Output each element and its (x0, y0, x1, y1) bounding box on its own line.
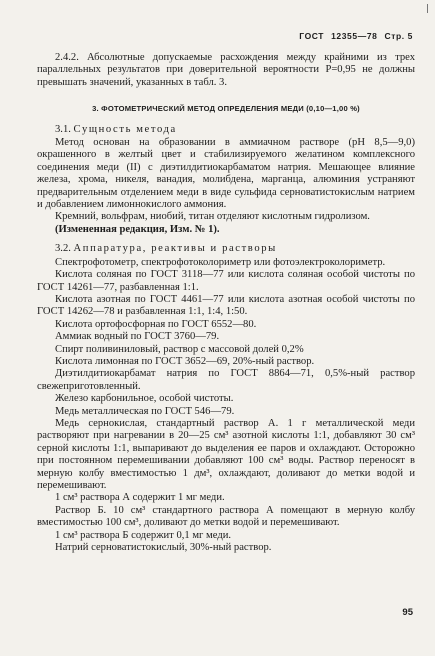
method-description: Метод основан на образовании в аммиачном растворе (pH 8,5—9,0) окрашенного в желтый цвет и стабилизируемого желатином комплексного соединения меди (II) с диэтилдитиокарбаматом натрия. Мешающее влияние железа, хрома, никеля, ванадия, молибдена, марганца, алюминия устраняют предварительным отделением меди в виде сульфида серноватистокислым натрием и добавлением лимоннокислого аммония. (37, 137, 415, 211)
header-page-label: Стр. 5 (384, 31, 413, 41)
reagent-item: Кислота азотная по ГОСТ 4461—77 или кислота азотная особой чистоты по ГОСТ 14262—78 и разбавленная 1:1, 1:4, 1:50. (37, 293, 415, 318)
reagent-item: Натрий серноватистокислый, 30%-ный раствор. (55, 542, 272, 554)
reagent-item: 1 см³ раствора Б содержит 0,1 мг меди. (55, 529, 232, 541)
document-body (37, 52, 415, 554)
reagent-item: Медь металлическая по ГОСТ 546—79. (55, 405, 235, 417)
reagent-item: Кислота лимонная по ГОСТ 3652—69, 20%-ный раствор. (55, 355, 315, 367)
subsection-3-1-heading (55, 124, 415, 136)
reagent-item: Спирт поливиниловый, раствор с массовой долей 0,2% (55, 343, 304, 355)
reagent-item: Кислота ортофосфорная по ГОСТ 6552—80. (55, 318, 257, 330)
subsection-3-2-heading (55, 243, 415, 255)
amendment-note: (Измененная редакция, Изм. № 1). (55, 223, 220, 235)
reagent-item: Диэтилдитиокарбамат натрия по ГОСТ 8864—71, 0,5%-ный раствор свежеприготовленный. (37, 368, 415, 392)
header-standard: ГОСТ (299, 31, 325, 41)
reagent-item: 1 см³ раствора А содержит 1 мг меди. (55, 492, 225, 504)
paragraph-2-4-2: 2.4.2. Абсолютные допускаемые расхождения между крайними из трех параллельных результатов при доверительной вероятности P=0,95 не должны превышать значений, указанных в табл. 3. (37, 52, 415, 88)
header-code: 12355—78 (331, 31, 378, 41)
subsection-number: 3.1. (55, 123, 71, 135)
page-number: 95 (402, 607, 413, 618)
section-3-title: 3. ФОТОМЕТРИЧЕСКИЙ МЕТОД ОПРЕДЕЛЕНИЯ МЕДИ (0,10—1,00 %) (92, 104, 360, 114)
reagent-item: Кислота соляная по ГОСТ 3118—77 или кислота соляная особой чистоты по ГОСТ 14261—77, разбавленная 1:1. (37, 269, 415, 293)
reagent-item: Медь сернокислая, стандартный раствор А. 1 г металлической меди растворяют при нагревании в 20—25 см³ азотной кислоты 1:1, добавляют 30 см³ серной кислоты 1:1, выпаривают до выделения ее паров и охлаждают. Осторожно при постоянном перемешивании добавляют 100 см³ воды. Раствор переносят в мерную колбу вместимостью 1 дм³, охлаждают, доливают до метки водой и перемешивают. (37, 417, 415, 491)
subsection-number: 3.2. (55, 243, 71, 255)
reagent-item: Раствор Б. 10 см³ стандартного раствора А помещают в мерную колбу вместимостью 100 см³, доливают до метки водой и перемешивают. (37, 504, 415, 529)
hydrolysis-note: Кремний, вольфрам, ниобий, титан отделяют кислотным гидролизом. (55, 211, 370, 223)
reagent-item: Аммиак водный по ГОСТ 3760—79. (55, 331, 220, 343)
reagent-item: Спектрофотометр, спектрофотоколориметр или фотоэлектроколориметр. (55, 256, 386, 268)
reagent-item: Железо карбонильное, особой чистоты. (55, 393, 234, 405)
page-header (295, 31, 413, 41)
subsection-title: Сущность метода (73, 123, 177, 135)
margin-mark (427, 4, 428, 13)
subsection-title: Аппаратура, реактивы и растворы (73, 243, 277, 255)
